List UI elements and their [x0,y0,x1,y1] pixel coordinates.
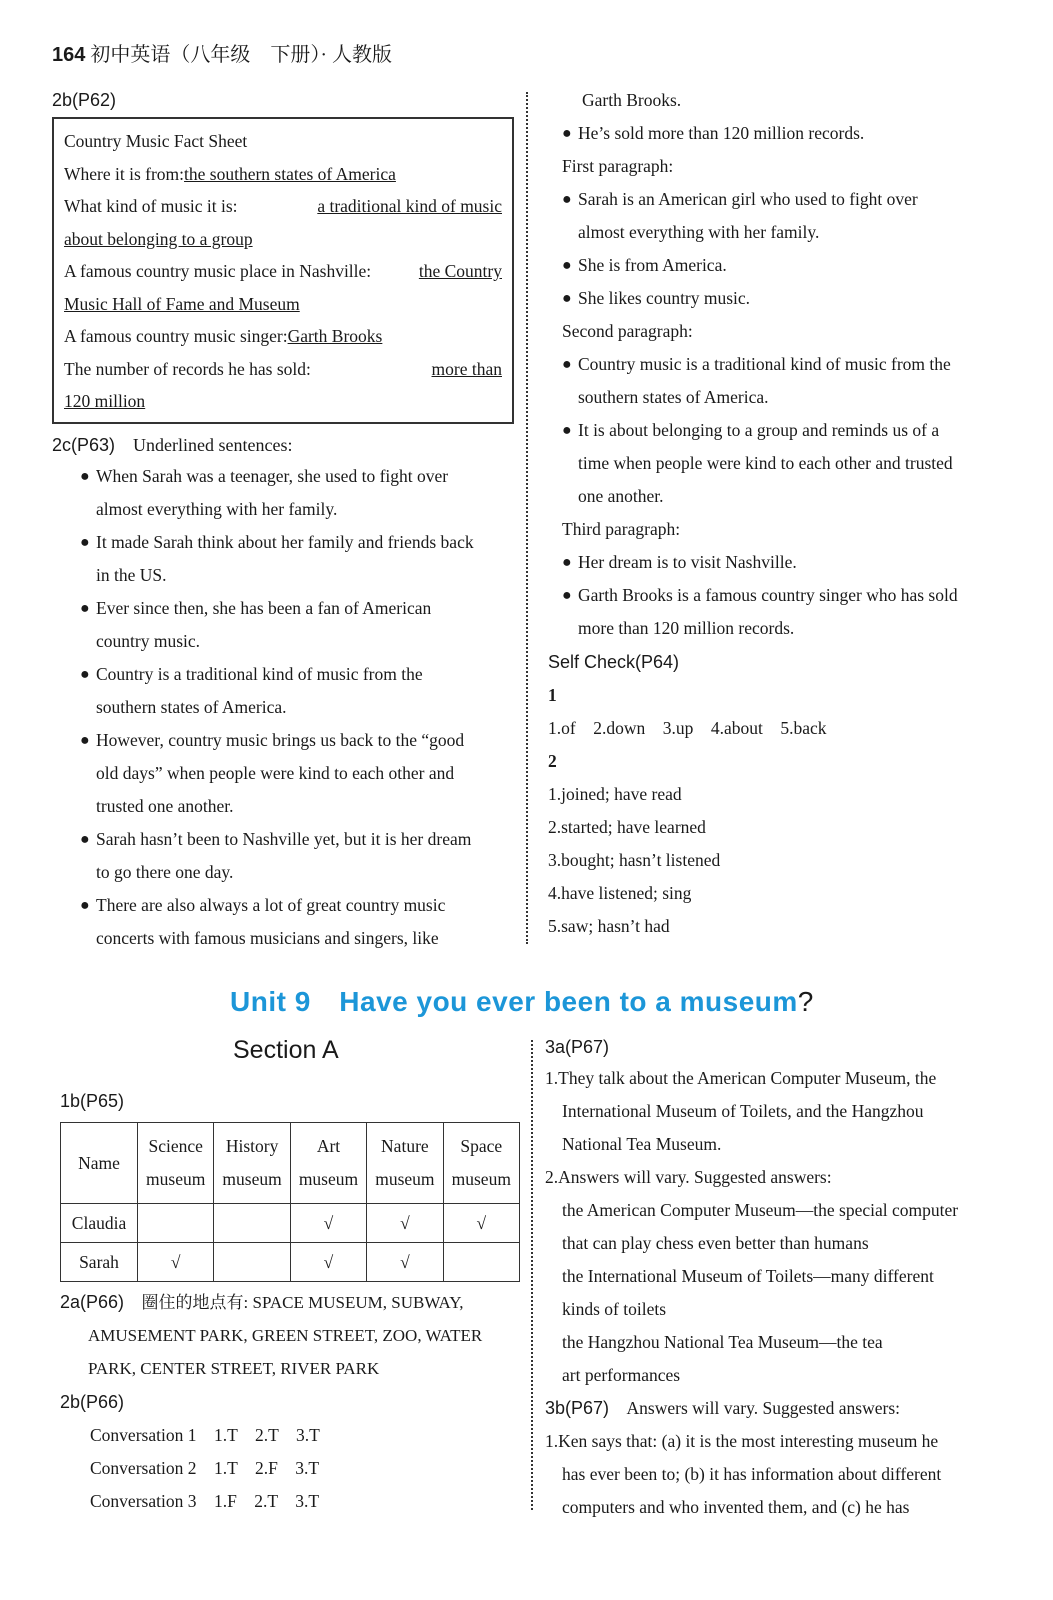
bullet-icon: ● [562,191,572,208]
self-check-label: Self Check(P64) [548,652,680,672]
answer-line: that can play chess even better than humans [562,1233,869,1253]
answer-line: 1.They talk about the American Computer Museum, the [545,1068,937,1088]
fact-sheet-title: Country Music Fact Sheet [64,131,248,151]
first-paragraph-label: First paragraph: [562,156,674,176]
list-item: ● It made Sarah think about her family and friends back in the US. [52,526,522,592]
bullet-icon: ● [80,731,90,749]
column-divider-top [526,92,528,944]
answer-line: the American Computer Museum—the special computer [562,1200,959,1220]
list-item: ● There are also always a lot of great country music concerts with famous musicians and singers, like [52,889,522,955]
list-item: ● Sarah hasn’t been to Nashville yet, but it is her dream to go there one day. [52,823,522,889]
list-item: ● Sarah is an American girl who used to fight over almost everything with her family. [548,183,1028,249]
bullet-icon: ● [80,467,90,485]
exercise-2a [60,1286,525,1385]
table-cell-name: Claudia [61,1204,138,1243]
list-item: ● However, country music brings us back to the “good old days” when people were kind to each other and trusted one another. [52,724,522,823]
table-header: Art museum [290,1123,366,1204]
right-bottom-column [545,1032,1015,1524]
list-item: ● It is about belonging to a group and reminds us of a time when people were kind to each other and trusted one another. [548,414,1028,513]
table-row [61,1204,520,1243]
list-item: ● He’s sold more than 120 million records. [548,117,1028,150]
page-header [52,38,392,67]
fact-kind: What kind of music it is: a traditional kind of music [64,196,502,216]
conversation-row: Conversation 1 1.T 2.T 3.T [90,1425,320,1445]
list-item: ● Country is a traditional kind of music from the southern states of America. [52,658,522,724]
answer-line: the Hangzhou National Tea Museum—the tea [562,1332,883,1352]
museum-table [60,1122,520,1282]
second-paragraph-label: Second paragraph: [562,321,693,341]
left-bottom-column [60,1088,525,1518]
fact-kind-cont: about belonging to a group [64,228,253,249]
bullet-icon: ● [80,830,90,848]
list-item: ● She likes country music. [548,282,1028,315]
bullet-icon: ● [80,665,90,683]
self-check-1-num: 1 [548,685,557,705]
table-cell [214,1243,290,1282]
bullet-icon: ● [562,554,572,571]
table-cell: √ [290,1243,366,1282]
table-header: Name [61,1123,138,1204]
table-cell [214,1204,290,1243]
answer-line: International Museum of Toilets, and the Hangzhou [562,1101,924,1121]
self-check-2-answer: 1.joined; have read [548,784,682,804]
page-number: 164 [52,44,86,66]
bullet-icon: ● [562,422,572,439]
table-row [61,1243,520,1282]
exercise-2a-line: AMUSEMENT PARK, GREEN STREET, ZOO, WATER [88,1326,483,1345]
fact-singer: A famous country music singer:Garth Brooks [64,326,383,346]
answer-line: 1.Ken says that: (a) it is the most interesting museum he [545,1431,939,1451]
table-cell: √ [367,1243,443,1282]
table-cell: √ [138,1243,214,1282]
list-item: ● Her dream is to visit Nashville. [548,546,1028,579]
bullet-icon: ● [80,599,90,617]
list-item: ● Country music is a traditional kind of music from the southern states of America. [548,348,1028,414]
fact-records: The number of records he has sold: more than [64,358,502,379]
self-check-2-num: 2 [548,751,557,771]
exercise-2a-line: 2a(P66) 圈住的地点有: SPACE MUSEUM, SUBWAY, [60,1292,464,1312]
bullet-icon: ● [562,290,572,307]
list-item: ● She is from America. [548,249,1028,282]
bullet-icon: ● [562,356,572,373]
self-check-2-answer: 5.saw; hasn’t had [548,916,670,936]
table-header-row [61,1123,520,1204]
answer-line: 2.Answers will vary. Suggested answers: [545,1167,832,1187]
table-header: Space museum [443,1123,519,1204]
bullet-icon: ● [80,896,90,914]
answer-line: computers and who invented them, and (c) he has [562,1497,910,1517]
label-2c-p63: 2c(P63) Underlined sentences: [52,434,293,455]
book-title: 初中英语（八年级 下册）· 人教版 [90,44,393,66]
answer-line: National Tea Museum. [562,1134,722,1154]
table-cell [138,1204,214,1243]
column-divider-bottom [531,1040,533,1510]
right-top-column [548,84,1028,943]
label-2b-p62: 2b(P62) [52,90,117,110]
unit-title: Unit 9 Have you ever been to a museum? [230,986,814,1017]
list-item: ● Ever since then, she has been a fan of American country music. [52,592,522,658]
continued-text: Garth Brooks. [582,90,682,110]
exercise-2a-line: PARK, CENTER STREET, RIVER PARK [88,1359,380,1378]
fact-from: Where it is from:the southern states of America [64,163,396,184]
left-top-column [52,90,522,955]
conversation-row: Conversation 3 1.F 2.T 3.T [90,1491,320,1511]
table-header: History museum [214,1123,290,1204]
self-check-2-answer: 3.bought; hasn’t listened [548,850,721,870]
bullet-icon: ● [80,533,90,551]
bullet-icon: ● [562,125,572,142]
table-header: Nature museum [367,1123,443,1204]
conversation-row: Conversation 2 1.T 2.F 3.T [90,1458,320,1478]
answer-line: the International Museum of Toilets—many different [562,1266,934,1286]
self-check-1-answers: 1.of 2.down 3.up 4.about 5.back [548,718,827,738]
answer-line: kinds of toilets [562,1299,667,1319]
underlined-sentences-list [52,460,522,955]
answer-line: art performances [562,1365,681,1385]
label-1b-p65: 1b(P65) [60,1091,125,1111]
bullet-icon: ● [562,257,572,274]
answer-line: has ever been to; (b) it has information about different [562,1464,942,1484]
list-item: ● Garth Brooks is a famous country singer who has sold more than 120 million records. [548,579,1028,645]
label-3b-p67: 3b(P67) Answers will vary. Suggested answers: [545,1398,901,1418]
fact-records-cont: 120 million [64,391,146,411]
table-cell: √ [290,1204,366,1243]
table-cell [443,1243,519,1282]
self-check-2-answer: 4.have listened; sing [548,883,692,903]
self-check-2-answer: 2.started; have learned [548,817,706,837]
conversation-list [60,1419,525,1518]
table-header: Science museum [138,1123,214,1204]
table-cell: √ [367,1204,443,1243]
fact-sheet-box [52,117,514,424]
fact-place-cont: Music Hall of Fame and Museum [64,293,300,314]
table-cell: √ [443,1204,519,1243]
label-2b-p66: 2b(P66) [60,1392,125,1412]
label-3a-p67: 3a(P67) [545,1037,610,1057]
third-paragraph-label: Third paragraph: [562,519,681,539]
bullet-icon: ● [562,587,572,604]
list-item: ● When Sarah was a teenager, she used to fight over almost everything with her family. [52,460,522,526]
section-title: Section A [233,1036,339,1064]
fact-place: A famous country music place in Nashville: the Country [64,261,502,281]
table-cell-name: Sarah [61,1243,138,1282]
